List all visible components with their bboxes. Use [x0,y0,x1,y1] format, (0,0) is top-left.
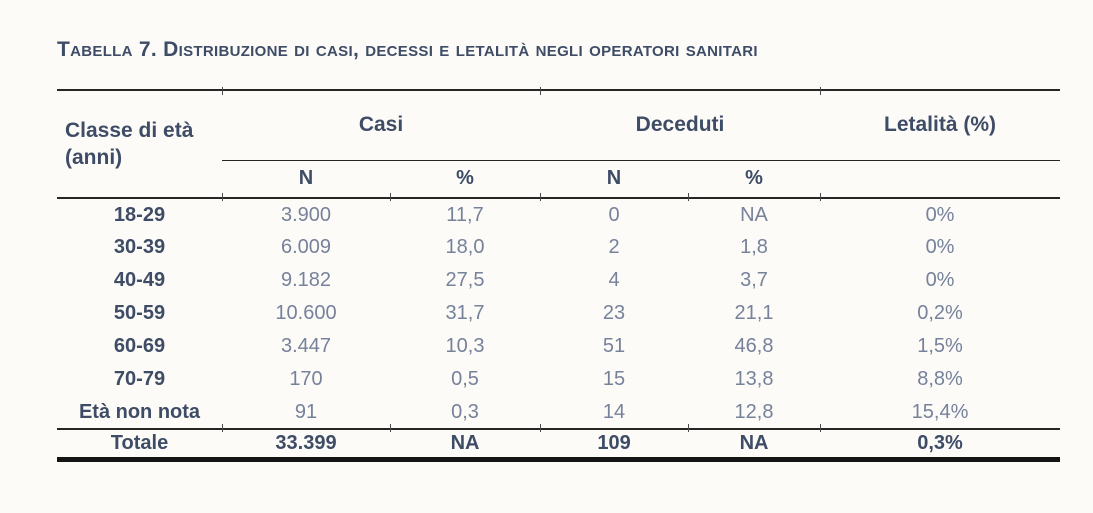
table-title: Tabella 7. Distribuzione di casi, decessi e letalità negli operatori sanitari [57,38,758,61]
casi-n-cell: 170 [289,368,323,390]
total-casi-pct-cell: NA [390,429,540,459]
table-row [57,297,1060,330]
age-class-cell: 18-29 [113,203,166,226]
casi-n-cell: 6.009 [280,236,332,258]
casi-pct-cell: 10,3 [445,335,485,357]
letalita-group-header: Letalità (%) [820,90,1060,160]
letalita-cell: 1,5% [917,335,963,357]
age-class-cell: 40-49 [113,269,166,291]
deceduti-n-cell: 4 [608,269,620,291]
deceduti-pct-cell: 3,7 [740,269,768,291]
letalita-cell: 0% [925,269,955,291]
group-header-row [57,90,1060,160]
deceduti-n-cell: 2 [608,236,620,258]
deceduti-pct-header: % [688,160,820,198]
casi-n-cell: 9.182 [280,269,332,291]
casi-group-header: Casi [222,90,540,160]
deceduti-n-cell: 23 [602,302,626,324]
deceduti-pct-cell: 12,8 [688,396,820,429]
letalita-empty-subcell [820,160,1060,198]
table-row [57,396,1060,429]
table-row [57,198,1060,231]
casi-pct-cell: 27,5 [445,269,485,291]
table-row [57,231,1060,264]
total-deceduti-pct-cell: NA [688,429,820,459]
letalita-cell: 0% [925,236,955,258]
table-row [57,330,1060,363]
table-row [57,363,1060,396]
casi-n-header: N [222,160,390,198]
casi-n-cell: 3.447 [280,335,332,357]
casi-pct-cell: 0,3 [390,396,540,429]
deceduti-pct-cell: 46,8 [734,335,774,357]
total-label-cell: Totale [57,429,222,459]
statistics-table [57,89,1060,462]
casi-pct-cell: 0,5 [451,368,479,390]
total-row [57,429,1060,459]
deceduti-pct-cell: 21,1 [734,302,774,324]
total-deceduti-n-cell: 109 [540,429,688,459]
age-class-cell: 70-79 [113,368,166,390]
deceduti-n-header: N [540,160,688,198]
deceduti-pct-cell: 1,8 [740,236,768,258]
casi-n-cell: 10.600 [275,302,337,324]
deceduti-n-cell: 15 [602,368,626,390]
age-class-cell: 30-39 [113,236,166,258]
casi-pct-cell: 31,7 [445,302,485,324]
total-casi-n-cell: 33.399 [222,429,390,459]
deceduti-n-cell: 0 [608,203,620,226]
letalita-cell: 0% [925,203,955,226]
deceduti-group-header: Deceduti [540,90,820,160]
letalita-cell: 8,8% [917,368,963,390]
casi-n-cell: 3.900 [280,203,332,226]
letalita-cell: 0,2% [917,302,963,324]
deceduti-pct-cell: NA [740,203,768,226]
casi-n-cell: 91 [222,396,390,429]
age-class-cell: 60-69 [113,335,166,357]
deceduti-n-cell: 51 [602,335,626,357]
total-letalita-cell: 0,3% [820,429,1060,459]
casi-pct-header: % [390,160,540,198]
table-row [57,264,1060,297]
casi-pct-cell: 18,0 [445,236,485,258]
deceduti-n-cell: 14 [540,396,688,429]
age-class-header: Classe di età (anni) [57,90,222,198]
age-class-cell: Età non nota [57,396,222,429]
letalita-cell: 15,4% [911,400,969,423]
casi-pct-cell: 11,7 [446,203,484,226]
deceduti-pct-cell: 13,8 [734,368,774,390]
age-class-cell: 50-59 [113,302,166,324]
